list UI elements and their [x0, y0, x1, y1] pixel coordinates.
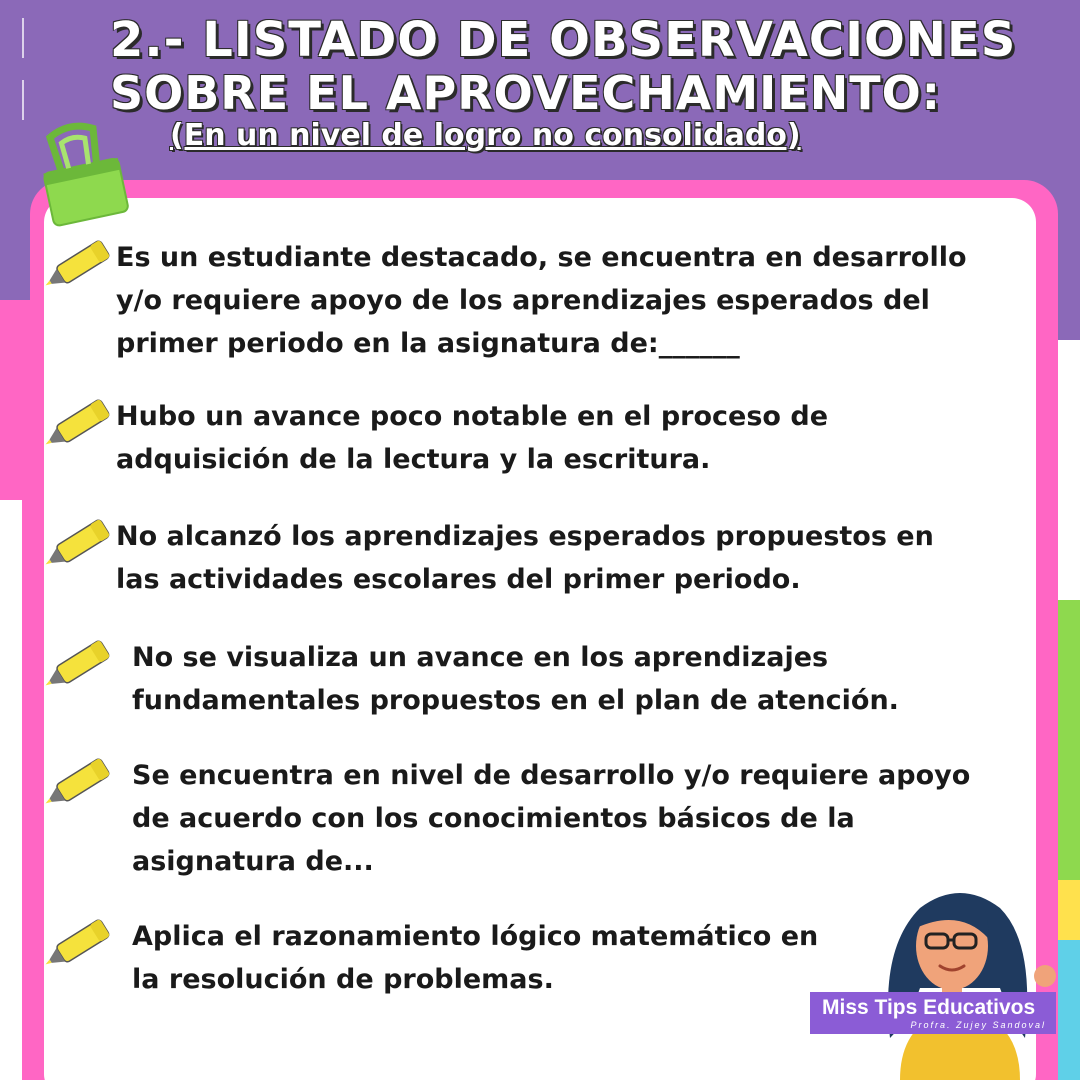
brand-author: Profra. Zujey Sandoval	[910, 1020, 1046, 1030]
highlighter-icon	[40, 630, 120, 700]
page-title-line-2: SOBRE EL APROVECHAMIENTO:	[110, 66, 942, 120]
observation-line: primer periodo en la asignatura de:______	[116, 328, 740, 359]
observation-item	[40, 515, 934, 601]
observation-line: y/o requiere apoyo de los aprendizajes esperados del	[116, 285, 930, 316]
observation-line: No alcanzó los aprendizajes esperados propuestos en	[116, 521, 934, 552]
observation-line: Se encuentra en nivel de desarrollo y/o requiere apoyo	[132, 760, 971, 791]
left-white-strip	[0, 500, 22, 1080]
observation-line: fundamentales propuestos en el plan de atención.	[132, 685, 899, 716]
observation-item	[40, 636, 899, 722]
binder-clip-icon	[30, 118, 130, 228]
highlighter-icon	[40, 748, 120, 818]
observation-line: la resolución de problemas.	[132, 964, 554, 995]
observation-line: asignatura de...	[132, 846, 374, 877]
brand-badge	[810, 992, 1056, 1034]
highlighter-icon	[40, 230, 120, 300]
observation-line: Es un estudiante destacado, se encuentra en desarrollo	[116, 242, 967, 273]
observation-item	[40, 754, 970, 883]
observation-line: No se visualiza un avance en los aprendizajes	[132, 642, 829, 673]
brand-name: Miss Tips Educativos	[822, 996, 1036, 1019]
highlighter-icon	[40, 509, 120, 579]
teacher-avatar	[860, 868, 1060, 1080]
highlighter-icon	[40, 389, 120, 459]
observation-item	[40, 395, 828, 481]
observation-line: Hubo un avance poco notable en el proceso de	[116, 401, 829, 432]
observation-line: las actividades escolares del primer periodo.	[116, 564, 801, 595]
highlighter-icon	[40, 909, 120, 979]
observation-line: adquisición de la lectura y la escritura.	[116, 444, 711, 475]
decorative-line	[22, 18, 24, 58]
observation-line: de acuerdo con los conocimientos básicos de la	[132, 803, 855, 834]
page-subtitle: (En un nivel de logro no consolidado)	[170, 118, 801, 153]
page-title-line-1: 2.- LISTADO DE OBSERVACIONES	[110, 12, 1017, 68]
observation-item	[40, 236, 967, 365]
observation-item	[40, 915, 818, 1001]
observation-line: Aplica el razonamiento lógico matemático en	[132, 921, 819, 952]
decorative-line	[22, 80, 24, 120]
